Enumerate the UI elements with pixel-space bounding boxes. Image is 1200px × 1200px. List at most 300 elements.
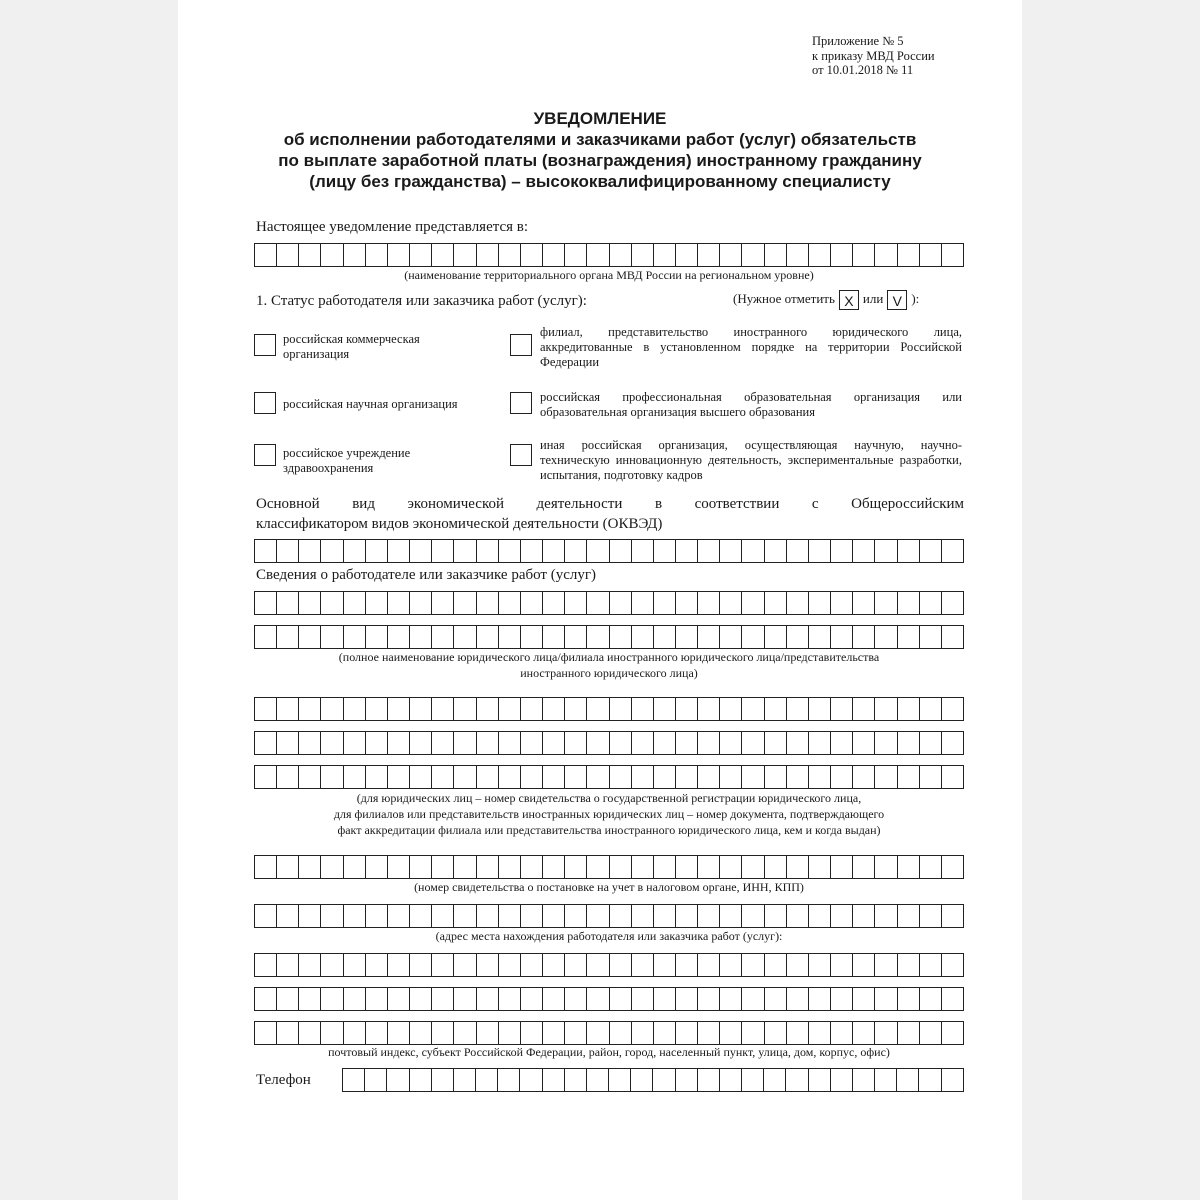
char-cell[interactable] (543, 1022, 565, 1044)
char-cell[interactable] (587, 905, 609, 927)
char-cell[interactable] (831, 540, 853, 562)
char-cell[interactable] (853, 988, 875, 1010)
char-cell[interactable] (454, 856, 476, 878)
char-cell[interactable] (499, 592, 521, 614)
char-cell[interactable] (277, 954, 299, 976)
char-cell[interactable] (610, 1022, 632, 1044)
char-cell[interactable] (742, 954, 764, 976)
char-cell[interactable] (565, 1022, 587, 1044)
char-cell[interactable] (920, 856, 942, 878)
char-cell[interactable] (477, 698, 499, 720)
char-cell[interactable] (654, 766, 676, 788)
char-cell[interactable] (698, 244, 720, 266)
phone-field[interactable] (342, 1068, 964, 1092)
char-cell[interactable] (388, 244, 410, 266)
char-cell[interactable] (765, 592, 787, 614)
char-cell[interactable] (344, 626, 366, 648)
char-cell[interactable] (676, 626, 698, 648)
char-cell[interactable] (299, 732, 321, 754)
char-cell[interactable] (388, 592, 410, 614)
char-cell[interactable] (920, 592, 942, 614)
char-cell[interactable] (321, 954, 343, 976)
char-cell[interactable] (720, 905, 742, 927)
char-cell[interactable] (543, 905, 565, 927)
char-cell[interactable] (543, 954, 565, 976)
char-cell[interactable] (853, 698, 875, 720)
char-cell[interactable] (587, 954, 609, 976)
char-cell[interactable] (765, 988, 787, 1010)
char-cell[interactable] (920, 732, 942, 754)
char-cell[interactable] (765, 905, 787, 927)
char-cell[interactable] (299, 540, 321, 562)
char-cell[interactable] (875, 905, 897, 927)
char-cell[interactable] (432, 1069, 454, 1091)
char-cell[interactable] (499, 732, 521, 754)
char-cell[interactable] (299, 954, 321, 976)
char-cell[interactable] (610, 626, 632, 648)
char-cell[interactable] (343, 1069, 365, 1091)
char-cell[interactable] (610, 592, 632, 614)
char-cell[interactable] (831, 954, 853, 976)
char-cell[interactable] (277, 1022, 299, 1044)
char-cell[interactable] (321, 905, 343, 927)
char-cell[interactable] (543, 592, 565, 614)
registration-field-3[interactable] (254, 765, 964, 789)
char-cell[interactable] (388, 954, 410, 976)
char-cell[interactable] (344, 732, 366, 754)
char-cell[interactable] (698, 766, 720, 788)
char-cell[interactable] (698, 905, 720, 927)
char-cell[interactable] (831, 988, 853, 1010)
char-cell[interactable] (454, 766, 476, 788)
char-cell[interactable] (477, 905, 499, 927)
char-cell[interactable] (365, 1069, 387, 1091)
char-cell[interactable] (410, 698, 432, 720)
char-cell[interactable] (942, 592, 963, 614)
char-cell[interactable] (321, 856, 343, 878)
char-cell[interactable] (787, 1022, 809, 1044)
char-cell[interactable] (698, 856, 720, 878)
char-cell[interactable] (499, 766, 521, 788)
char-cell[interactable] (432, 540, 454, 562)
char-cell[interactable] (432, 626, 454, 648)
char-cell[interactable] (366, 856, 388, 878)
char-cell[interactable] (765, 732, 787, 754)
char-cell[interactable] (676, 244, 698, 266)
char-cell[interactable] (809, 988, 831, 1010)
char-cell[interactable] (565, 540, 587, 562)
char-cell[interactable] (809, 540, 831, 562)
char-cell[interactable] (587, 540, 609, 562)
char-cell[interactable] (521, 732, 543, 754)
char-cell[interactable] (432, 905, 454, 927)
char-cell[interactable] (344, 1022, 366, 1044)
char-cell[interactable] (366, 626, 388, 648)
char-cell[interactable] (366, 244, 388, 266)
char-cell[interactable] (942, 954, 963, 976)
char-cell[interactable] (742, 732, 764, 754)
char-cell[interactable] (344, 954, 366, 976)
char-cell[interactable] (831, 592, 853, 614)
char-cell[interactable] (786, 1069, 808, 1091)
char-cell[interactable] (410, 626, 432, 648)
char-cell[interactable] (831, 626, 853, 648)
char-cell[interactable] (653, 1069, 675, 1091)
char-cell[interactable] (875, 988, 897, 1010)
char-cell[interactable] (299, 766, 321, 788)
char-cell[interactable] (787, 856, 809, 878)
char-cell[interactable] (499, 1022, 521, 1044)
char-cell[interactable] (654, 244, 676, 266)
char-cell[interactable] (565, 698, 587, 720)
char-cell[interactable] (477, 856, 499, 878)
char-cell[interactable] (897, 1069, 919, 1091)
char-cell[interactable] (632, 698, 654, 720)
char-cell[interactable] (654, 626, 676, 648)
char-cell[interactable] (543, 856, 565, 878)
char-cell[interactable] (942, 540, 963, 562)
char-cell[interactable] (654, 954, 676, 976)
char-cell[interactable] (720, 856, 742, 878)
char-cell[interactable] (809, 244, 831, 266)
address-field-1[interactable] (254, 904, 964, 928)
char-cell[interactable] (344, 766, 366, 788)
char-cell[interactable] (344, 540, 366, 562)
char-cell[interactable] (720, 244, 742, 266)
char-cell[interactable] (765, 540, 787, 562)
char-cell[interactable] (742, 698, 764, 720)
char-cell[interactable] (632, 988, 654, 1010)
char-cell[interactable] (587, 626, 609, 648)
char-cell[interactable] (787, 698, 809, 720)
char-cell[interactable] (875, 698, 897, 720)
char-cell[interactable] (654, 856, 676, 878)
address-field-3[interactable] (254, 987, 964, 1011)
char-cell[interactable] (787, 766, 809, 788)
char-cell[interactable] (632, 592, 654, 614)
char-cell[interactable] (543, 698, 565, 720)
registration-field-2[interactable] (254, 731, 964, 755)
char-cell[interactable] (610, 766, 632, 788)
char-cell[interactable] (831, 732, 853, 754)
char-cell[interactable] (831, 1022, 853, 1044)
char-cell[interactable] (477, 244, 499, 266)
char-cell[interactable] (454, 698, 476, 720)
char-cell[interactable] (831, 905, 853, 927)
char-cell[interactable] (809, 856, 831, 878)
char-cell[interactable] (565, 1069, 587, 1091)
char-cell[interactable] (632, 626, 654, 648)
char-cell[interactable] (698, 954, 720, 976)
char-cell[interactable] (898, 592, 920, 614)
char-cell[interactable] (676, 856, 698, 878)
char-cell[interactable] (454, 1022, 476, 1044)
char-cell[interactable] (632, 905, 654, 927)
char-cell[interactable] (920, 1022, 942, 1044)
char-cell[interactable] (454, 244, 476, 266)
char-cell[interactable] (765, 856, 787, 878)
char-cell[interactable] (521, 1022, 543, 1044)
char-cell[interactable] (809, 592, 831, 614)
char-cell[interactable] (432, 698, 454, 720)
char-cell[interactable] (277, 766, 299, 788)
char-cell[interactable] (410, 1069, 432, 1091)
char-cell[interactable] (255, 954, 277, 976)
char-cell[interactable] (432, 766, 454, 788)
char-cell[interactable] (920, 244, 942, 266)
char-cell[interactable] (742, 592, 764, 614)
char-cell[interactable] (920, 766, 942, 788)
char-cell[interactable] (765, 698, 787, 720)
char-cell[interactable] (631, 1069, 653, 1091)
char-cell[interactable] (831, 766, 853, 788)
char-cell[interactable] (477, 540, 499, 562)
char-cell[interactable] (388, 1022, 410, 1044)
char-cell[interactable] (698, 988, 720, 1010)
char-cell[interactable] (277, 856, 299, 878)
char-cell[interactable] (321, 732, 343, 754)
char-cell[interactable] (587, 1069, 609, 1091)
char-cell[interactable] (742, 988, 764, 1010)
char-cell[interactable] (454, 905, 476, 927)
char-cell[interactable] (255, 766, 277, 788)
char-cell[interactable] (432, 592, 454, 614)
char-cell[interactable] (388, 540, 410, 562)
char-cell[interactable] (898, 540, 920, 562)
char-cell[interactable] (255, 856, 277, 878)
char-cell[interactable] (853, 732, 875, 754)
char-cell[interactable] (321, 988, 343, 1010)
char-cell[interactable] (321, 1022, 343, 1044)
char-cell[interactable] (942, 244, 963, 266)
char-cell[interactable] (277, 905, 299, 927)
char-cell[interactable] (454, 732, 476, 754)
char-cell[interactable] (875, 1022, 897, 1044)
char-cell[interactable] (720, 1069, 742, 1091)
char-cell[interactable] (742, 244, 764, 266)
char-cell[interactable] (920, 626, 942, 648)
char-cell[interactable] (498, 1069, 520, 1091)
char-cell[interactable] (942, 1022, 963, 1044)
char-cell[interactable] (299, 856, 321, 878)
char-cell[interactable] (742, 1022, 764, 1044)
char-cell[interactable] (787, 244, 809, 266)
char-cell[interactable] (454, 1069, 476, 1091)
char-cell[interactable] (875, 732, 897, 754)
char-cell[interactable] (543, 766, 565, 788)
authority-name-field[interactable] (254, 243, 964, 267)
char-cell[interactable] (477, 954, 499, 976)
char-cell[interactable] (698, 732, 720, 754)
char-cell[interactable] (499, 626, 521, 648)
char-cell[interactable] (698, 592, 720, 614)
char-cell[interactable] (676, 988, 698, 1010)
char-cell[interactable] (654, 698, 676, 720)
char-cell[interactable] (432, 1022, 454, 1044)
char-cell[interactable] (654, 540, 676, 562)
char-cell[interactable] (277, 732, 299, 754)
char-cell[interactable] (565, 766, 587, 788)
char-cell[interactable] (875, 244, 897, 266)
char-cell[interactable] (321, 766, 343, 788)
char-cell[interactable] (875, 954, 897, 976)
char-cell[interactable] (277, 698, 299, 720)
char-cell[interactable] (587, 244, 609, 266)
registration-field-1[interactable] (254, 697, 964, 721)
char-cell[interactable] (321, 698, 343, 720)
char-cell[interactable] (454, 540, 476, 562)
char-cell[interactable] (853, 1069, 875, 1091)
char-cell[interactable] (432, 732, 454, 754)
char-cell[interactable] (454, 988, 476, 1010)
char-cell[interactable] (366, 905, 388, 927)
char-cell[interactable] (920, 905, 942, 927)
char-cell[interactable] (942, 905, 963, 927)
char-cell[interactable] (942, 1069, 963, 1091)
char-cell[interactable] (853, 540, 875, 562)
char-cell[interactable] (277, 540, 299, 562)
char-cell[interactable] (587, 1022, 609, 1044)
char-cell[interactable] (809, 954, 831, 976)
char-cell[interactable] (410, 954, 432, 976)
char-cell[interactable] (255, 540, 277, 562)
address-field-2[interactable] (254, 953, 964, 977)
char-cell[interactable] (520, 1069, 542, 1091)
char-cell[interactable] (875, 856, 897, 878)
char-cell[interactable] (344, 905, 366, 927)
char-cell[interactable] (720, 592, 742, 614)
char-cell[interactable] (543, 540, 565, 562)
char-cell[interactable] (499, 856, 521, 878)
char-cell[interactable] (787, 905, 809, 927)
char-cell[interactable] (676, 732, 698, 754)
char-cell[interactable] (942, 988, 963, 1010)
char-cell[interactable] (676, 766, 698, 788)
char-cell[interactable] (344, 592, 366, 614)
char-cell[interactable] (720, 766, 742, 788)
char-cell[interactable] (742, 766, 764, 788)
char-cell[interactable] (299, 988, 321, 1010)
char-cell[interactable] (432, 988, 454, 1010)
char-cell[interactable] (720, 540, 742, 562)
char-cell[interactable] (610, 244, 632, 266)
char-cell[interactable] (809, 626, 831, 648)
char-cell[interactable] (521, 954, 543, 976)
char-cell[interactable] (610, 905, 632, 927)
char-cell[interactable] (809, 905, 831, 927)
char-cell[interactable] (920, 540, 942, 562)
char-cell[interactable] (366, 766, 388, 788)
char-cell[interactable] (765, 1022, 787, 1044)
char-cell[interactable] (853, 626, 875, 648)
char-cell[interactable] (388, 732, 410, 754)
char-cell[interactable] (742, 626, 764, 648)
char-cell[interactable] (765, 766, 787, 788)
char-cell[interactable] (565, 732, 587, 754)
char-cell[interactable] (255, 732, 277, 754)
char-cell[interactable] (499, 540, 521, 562)
char-cell[interactable] (499, 988, 521, 1010)
char-cell[interactable] (521, 766, 543, 788)
char-cell[interactable] (454, 592, 476, 614)
char-cell[interactable] (831, 1069, 853, 1091)
char-cell[interactable] (321, 592, 343, 614)
checkbox-educational[interactable] (510, 392, 532, 414)
char-cell[interactable] (410, 856, 432, 878)
char-cell[interactable] (676, 905, 698, 927)
checkbox-commercial[interactable] (254, 334, 276, 356)
char-cell[interactable] (787, 626, 809, 648)
char-cell[interactable] (610, 698, 632, 720)
char-cell[interactable] (255, 592, 277, 614)
char-cell[interactable] (366, 1022, 388, 1044)
char-cell[interactable] (587, 592, 609, 614)
char-cell[interactable] (521, 988, 543, 1010)
char-cell[interactable] (831, 244, 853, 266)
char-cell[interactable] (610, 732, 632, 754)
char-cell[interactable] (388, 988, 410, 1010)
char-cell[interactable] (632, 540, 654, 562)
char-cell[interactable] (942, 626, 963, 648)
char-cell[interactable] (543, 626, 565, 648)
char-cell[interactable] (366, 592, 388, 614)
char-cell[interactable] (831, 698, 853, 720)
char-cell[interactable] (809, 1022, 831, 1044)
char-cell[interactable] (565, 988, 587, 1010)
char-cell[interactable] (787, 540, 809, 562)
char-cell[interactable] (676, 1022, 698, 1044)
char-cell[interactable] (432, 856, 454, 878)
checkbox-healthcare[interactable] (254, 444, 276, 466)
char-cell[interactable] (521, 626, 543, 648)
char-cell[interactable] (853, 244, 875, 266)
char-cell[interactable] (587, 856, 609, 878)
char-cell[interactable] (898, 954, 920, 976)
okved-field[interactable] (254, 539, 964, 563)
char-cell[interactable] (410, 766, 432, 788)
char-cell[interactable] (499, 698, 521, 720)
char-cell[interactable] (765, 244, 787, 266)
char-cell[interactable] (853, 766, 875, 788)
char-cell[interactable] (299, 698, 321, 720)
char-cell[interactable] (919, 1069, 941, 1091)
char-cell[interactable] (387, 1069, 409, 1091)
char-cell[interactable] (632, 954, 654, 976)
char-cell[interactable] (366, 540, 388, 562)
char-cell[interactable] (676, 1069, 698, 1091)
checkbox-branch[interactable] (510, 334, 532, 356)
char-cell[interactable] (742, 905, 764, 927)
char-cell[interactable] (898, 1022, 920, 1044)
char-cell[interactable] (543, 1069, 565, 1091)
char-cell[interactable] (321, 540, 343, 562)
char-cell[interactable] (898, 856, 920, 878)
char-cell[interactable] (277, 626, 299, 648)
char-cell[interactable] (543, 244, 565, 266)
char-cell[interactable] (676, 592, 698, 614)
char-cell[interactable] (565, 244, 587, 266)
char-cell[interactable] (565, 954, 587, 976)
char-cell[interactable] (698, 698, 720, 720)
char-cell[interactable] (853, 905, 875, 927)
char-cell[interactable] (454, 954, 476, 976)
char-cell[interactable] (853, 592, 875, 614)
char-cell[interactable] (742, 1069, 764, 1091)
char-cell[interactable] (321, 626, 343, 648)
char-cell[interactable] (853, 954, 875, 976)
char-cell[interactable] (676, 954, 698, 976)
char-cell[interactable] (255, 626, 277, 648)
